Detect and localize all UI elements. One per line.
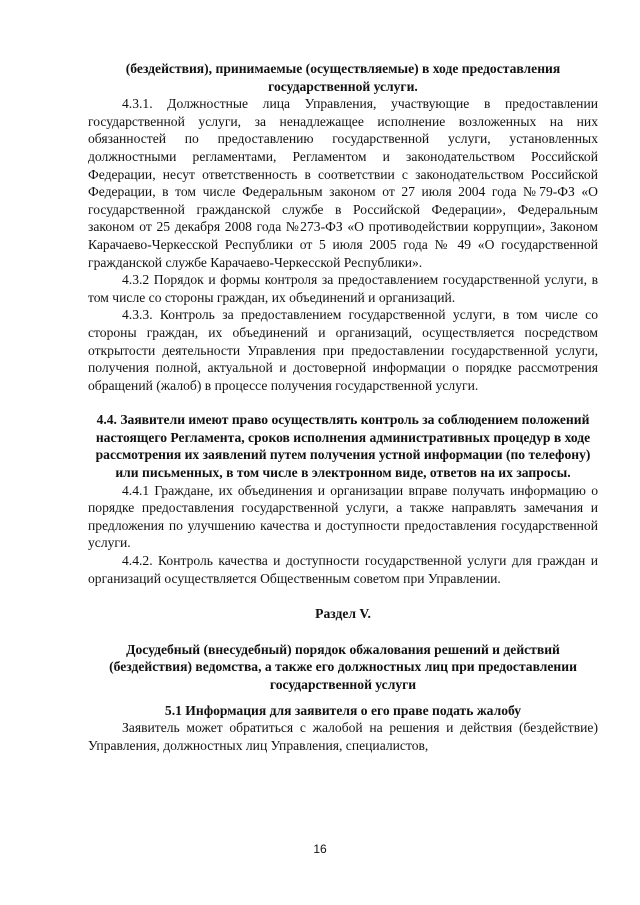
continued-heading: (бездействия), принимаемые (осуществляемые) в ходе предоставления государственной услуги. — [125, 61, 561, 94]
heading-5-1: 5.1 Информация для заявителя о его праве подать жалобу — [164, 702, 522, 718]
section-subtitle: Досудебный (внесудебный) порядок обжалования решений и действий (бездействия) ведомства, а также его должностных лиц при предоставлении государственной услуги — [109, 641, 577, 692]
paragraph-5-1: Заявитель может обратиться с жалобой на решения и действия (бездействие) Управления, должностных лиц Управления, специалистов, — [88, 720, 598, 753]
section-title: Раздел V. — [315, 606, 371, 622]
paragraph-4-4-1: 4.4.1 Граждане, их объединения и организации вправе получать информацию о порядке предоставления государственной услуги, а также направлять замечания и предложения по улучшению качества и доступности предоставления государственной услуги. — [88, 482, 598, 551]
paragraph-4-4-2: 4.4.2. Контроль качества и доступности государственной услуги для граждан и организаций осуществляется Общественным советом при Управлении. — [88, 553, 598, 586]
paragraph-4-3-1: 4.3.1. Должностные лица Управления, участвующие в предоставлении государственной услуги, за ненадлежащее исполнение возложенных на них обязанностей по предоставлению государственной услуги, установленных должностными регламентами, Регламентом и законодательством Российской Федерации, несут ответственность в соответствии с законодательством Российской Федерации, в том числе Федеральным законом от 27 июля 2004 года №79-ФЗ «О государственной гражданской службе в Российской Федерации», Федеральным законом от 25 декабря 2008 года №273-ФЗ «О противодействии коррупции», Законом Карачаево-Черкесской Республики от 5 июля 2005 года № 49 «О государственной гражданской службе Карачаево-Черкесской Республики». — [88, 96, 598, 270]
page-number: 16 — [313, 842, 327, 856]
paragraph-4-3-2: 4.3.2 Порядок и формы контроля за предоставлением государственной услуги, в том числе со стороны граждан, их объединений и организаций. — [88, 272, 598, 305]
heading-4-4: 4.4. Заявители имеют право осуществлять контроль за соблюдением положений настоящего Регламента, сроков исполнения административных процедур в ходе рассмотрения их заявлений путем получения устной информации (по телефону) или письменных, в том числе в электронном виде, ответов на их запросы. — [95, 412, 591, 481]
paragraph-4-3-3: 4.3.3. Контроль за предоставлением государственной услуги, в том числе со стороны граждан, их объединений и организаций, осуществляется посредством открытости деятельности Управления при предоставлении государственной услуги, получения полной, актуальной и достоверной информации о порядке рассмотрения обращений (жалоб) в процессе получения государственной услуги. — [88, 307, 598, 393]
